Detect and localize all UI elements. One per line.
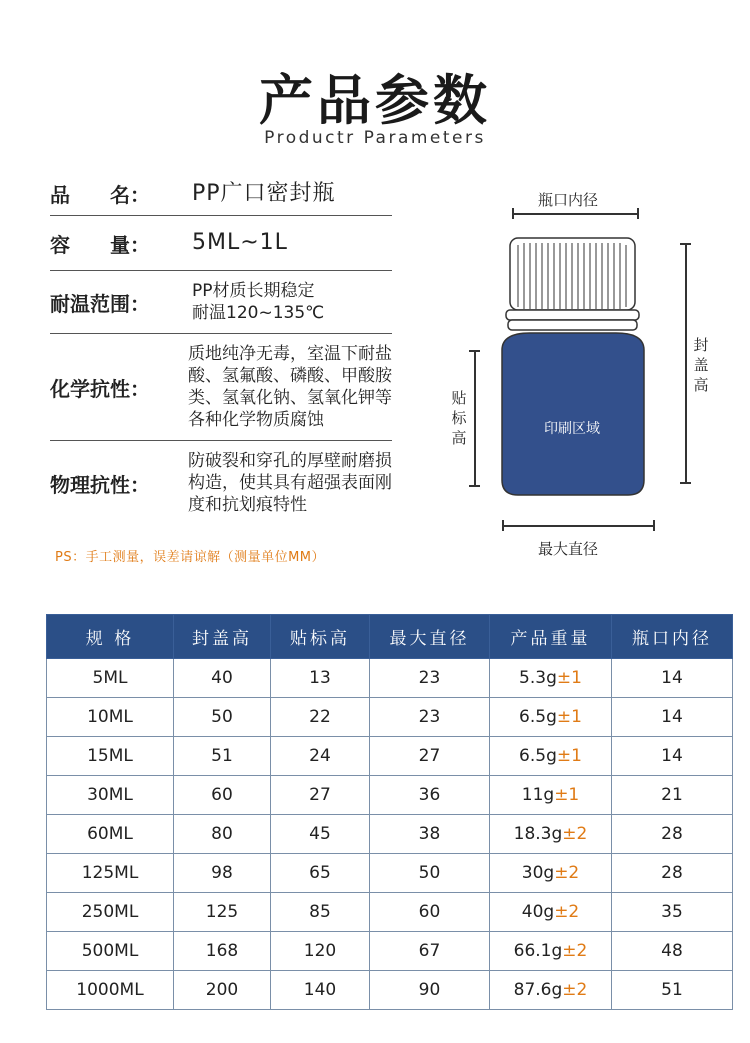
cell-cap-height: 168 xyxy=(174,932,271,971)
spec-value-line: 酸、氢氟酸、磷酸、甲酸胺 xyxy=(188,366,392,386)
max-diameter-line xyxy=(502,525,654,527)
cell-mouth-diameter: 28 xyxy=(612,854,733,893)
cell-spec: 15ML xyxy=(47,737,174,776)
col-header-mouth-diameter: 瓶口内径 xyxy=(612,615,733,659)
cell-spec: 125ML xyxy=(47,854,174,893)
cell-spec: 1000ML xyxy=(47,971,174,1010)
spec-label: 容 量： xyxy=(50,232,150,257)
weight-value: 6.5g xyxy=(519,707,557,727)
weight-tolerance: ±1 xyxy=(556,707,582,727)
weight-tolerance: ±2 xyxy=(562,824,588,844)
cell-mouth-diameter: 14 xyxy=(612,698,733,737)
spec-label: 物理抗性： xyxy=(50,472,150,497)
mouth-dimension-tick xyxy=(637,208,639,219)
cell-spec: 250ML xyxy=(47,893,174,932)
cell-label-height: 13 xyxy=(271,659,370,698)
label-height-tick xyxy=(469,485,480,487)
neck-ring xyxy=(508,320,637,330)
weight-value: 66.1g xyxy=(513,941,563,961)
spec-value-line: 防破裂和穿孔的厚壁耐磨损 xyxy=(188,451,392,471)
mouth-dimension-line xyxy=(512,213,638,215)
spec-value-line: 耐温120~135℃ xyxy=(192,303,325,323)
weight-tolerance: ±1 xyxy=(554,785,580,805)
cell-spec: 5ML xyxy=(47,659,174,698)
weight-value: 11g xyxy=(521,785,555,805)
cell-cap-height: 51 xyxy=(174,737,271,776)
weight-value: 6.5g xyxy=(519,746,557,766)
max-diameter-tick xyxy=(653,520,655,531)
cell-cap-height: 50 xyxy=(174,698,271,737)
cell-spec: 60ML xyxy=(47,815,174,854)
cell-mouth-diameter: 21 xyxy=(612,776,733,815)
spec-row-name xyxy=(50,172,392,216)
cell-weight xyxy=(490,971,612,1010)
cell-cap-height: 40 xyxy=(174,659,271,698)
cap-height-line xyxy=(685,243,687,483)
weight-tolerance: ±1 xyxy=(556,668,582,688)
cell-label-height: 65 xyxy=(271,854,370,893)
page-title: 产品参数 xyxy=(259,69,491,132)
cell-mouth-diameter: 48 xyxy=(612,932,733,971)
table-row xyxy=(47,971,733,1010)
spec-list xyxy=(50,172,392,525)
spec-label: 化学抗性： xyxy=(50,376,150,401)
spec-row-temperature xyxy=(50,271,392,334)
spec-value-line: PP广口密封瓶 xyxy=(192,180,336,206)
cell-max-diameter: 36 xyxy=(370,776,490,815)
table-row xyxy=(47,893,733,932)
weight-value: 18.3g xyxy=(513,824,563,844)
spec-value-line: PP材质长期稳定 xyxy=(192,281,315,301)
spec-table xyxy=(46,614,733,1010)
cell-weight xyxy=(490,932,612,971)
cell-weight xyxy=(490,698,612,737)
cell-max-diameter: 50 xyxy=(370,854,490,893)
cell-mouth-diameter: 14 xyxy=(612,659,733,698)
cell-mouth-diameter: 35 xyxy=(612,893,733,932)
cell-label-height: 45 xyxy=(271,815,370,854)
col-header-weight: 产品重量 xyxy=(490,615,612,659)
cell-mouth-diameter: 28 xyxy=(612,815,733,854)
cap-height-label: 封 盖 高 xyxy=(693,336,709,394)
cap-height-tick xyxy=(680,243,691,245)
col-header-spec: 规 格 xyxy=(47,615,174,659)
cell-max-diameter: 38 xyxy=(370,815,490,854)
bottle-illustration xyxy=(490,225,670,510)
weight-tolerance: ±2 xyxy=(554,863,580,883)
cell-max-diameter: 27 xyxy=(370,737,490,776)
table-row xyxy=(47,737,733,776)
weight-tolerance: ±2 xyxy=(554,902,580,922)
spec-value-line: 质地纯净无毒，室温下耐盐 xyxy=(188,344,392,364)
spec-value-line: 度和抗划痕特性 xyxy=(188,495,307,515)
cell-label-height: 24 xyxy=(271,737,370,776)
col-header-max-diameter: 最大直径 xyxy=(370,615,490,659)
cell-max-diameter: 67 xyxy=(370,932,490,971)
cell-cap-height: 98 xyxy=(174,854,271,893)
bottle-body xyxy=(502,333,644,495)
spec-label: 耐温范围： xyxy=(50,291,150,316)
spec-label: 品 名： xyxy=(50,183,150,207)
weight-value: 40g xyxy=(521,902,555,922)
table-row xyxy=(47,854,733,893)
cell-cap-height: 60 xyxy=(174,776,271,815)
max-diameter-label: 最大直径 xyxy=(538,540,599,558)
cell-label-height: 140 xyxy=(271,971,370,1010)
cell-weight xyxy=(490,776,612,815)
cell-cap-height: 200 xyxy=(174,971,271,1010)
cell-max-diameter: 90 xyxy=(370,971,490,1010)
label-height-line xyxy=(474,350,476,486)
cell-label-height: 22 xyxy=(271,698,370,737)
weight-tolerance: ±2 xyxy=(562,941,588,961)
label-height-tick xyxy=(469,350,480,352)
weight-value: 30g xyxy=(521,863,555,883)
table-row xyxy=(47,815,733,854)
measurement-note: PS：手工测量，误差请谅解（测量单位MM） xyxy=(55,550,326,565)
table-row xyxy=(47,932,733,971)
mouth-diameter-label: 瓶口内径 xyxy=(538,191,599,209)
cell-mouth-diameter: 51 xyxy=(612,971,733,1010)
print-area-label: 印刷区域 xyxy=(544,421,600,437)
spec-row-physical xyxy=(50,441,392,525)
cell-cap-height: 125 xyxy=(174,893,271,932)
cell-weight xyxy=(490,815,612,854)
cell-weight xyxy=(490,893,612,932)
table-row xyxy=(47,698,733,737)
label-height-label: 贴 标 高 xyxy=(451,389,467,447)
weight-value: 5.3g xyxy=(519,668,557,688)
cell-label-height: 120 xyxy=(271,932,370,971)
spec-row-capacity xyxy=(50,216,392,271)
cell-label-height: 85 xyxy=(271,893,370,932)
spec-value xyxy=(188,450,392,516)
cell-max-diameter: 23 xyxy=(370,659,490,698)
spec-value xyxy=(192,180,336,206)
cell-mouth-diameter: 14 xyxy=(612,737,733,776)
spec-value xyxy=(192,232,288,254)
spec-value xyxy=(188,343,392,431)
cell-weight xyxy=(490,659,612,698)
page-subtitle: Productr Parameters xyxy=(264,128,486,148)
cell-max-diameter: 60 xyxy=(370,893,490,932)
weight-tolerance: ±2 xyxy=(562,980,588,1000)
spec-row-chemical xyxy=(50,334,392,441)
weight-value: 87.6g xyxy=(513,980,563,1000)
table-row xyxy=(47,776,733,815)
cell-weight xyxy=(490,737,612,776)
col-header-cap-height: 封盖高 xyxy=(174,615,271,659)
cell-spec: 30ML xyxy=(47,776,174,815)
col-header-label-height: 贴标高 xyxy=(271,615,370,659)
cell-max-diameter: 23 xyxy=(370,698,490,737)
cell-label-height: 27 xyxy=(271,776,370,815)
spec-value-line: 构造，使其具有超强表面刚 xyxy=(188,473,392,493)
table-row xyxy=(47,659,733,698)
neck-ring xyxy=(506,310,639,320)
table-header-row xyxy=(47,615,733,659)
cap-height-tick xyxy=(680,482,691,484)
spec-value xyxy=(192,280,324,324)
max-diameter-tick xyxy=(502,520,504,531)
spec-value-line: 类、氢氧化钠、氢氧化钾等 xyxy=(188,388,392,408)
weight-tolerance: ±1 xyxy=(556,746,582,766)
spec-value-line: 5ML~1L xyxy=(192,230,288,255)
cell-cap-height: 80 xyxy=(174,815,271,854)
cell-weight xyxy=(490,854,612,893)
cell-spec: 500ML xyxy=(47,932,174,971)
mouth-dimension-tick xyxy=(512,208,514,219)
spec-value-line: 各种化学物质腐蚀 xyxy=(188,410,324,430)
cell-spec: 10ML xyxy=(47,698,174,737)
